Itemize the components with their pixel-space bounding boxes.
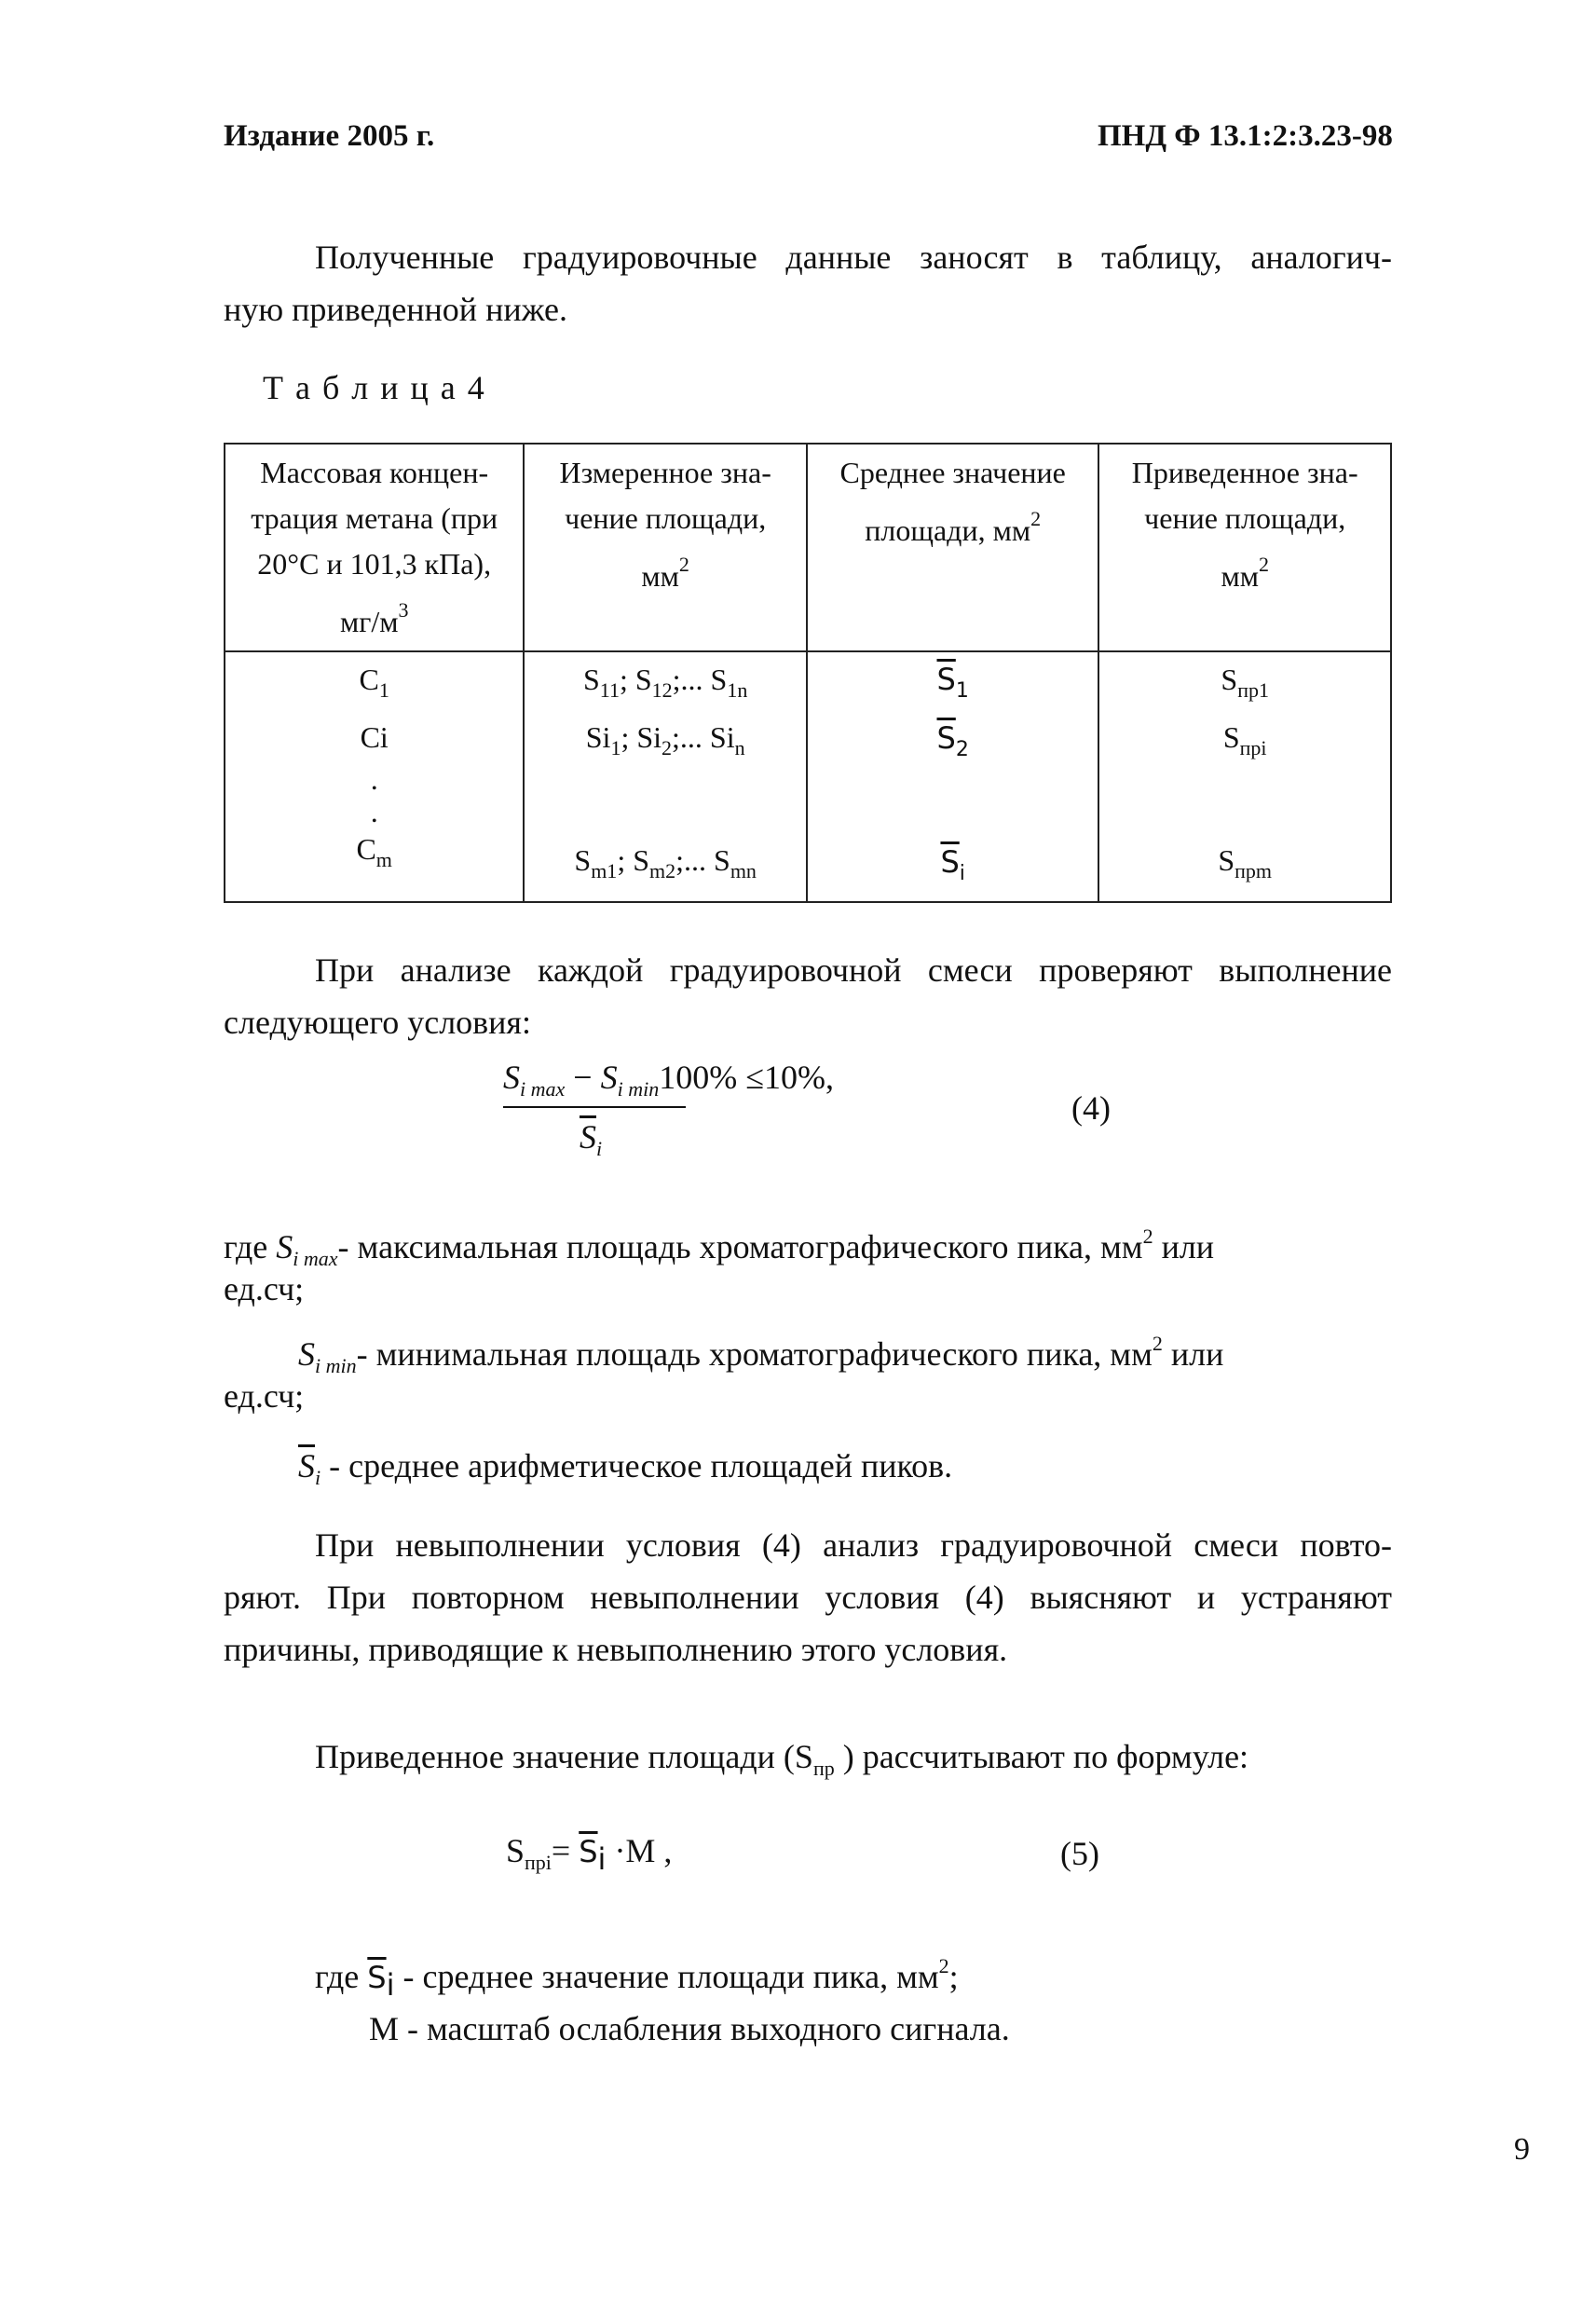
table-header-row — [225, 444, 1391, 651]
measured-row-i: $Si_1$; $Si_2$;... $Si_n$ — [585, 720, 745, 759]
mean-s1: $\overline{S}_1$ — [936, 662, 969, 703]
edition-label: Издание 2005 г. — [224, 119, 435, 153]
header-concentration-line: трация метана (при — [251, 501, 498, 535]
header-measured-line: чение площади, — [565, 501, 767, 535]
fraction-bar — [503, 1106, 686, 1108]
table-title: Т а б л и ц а 4 — [263, 369, 486, 406]
header-mean-unit: площади, $мм^2$ — [865, 507, 1042, 547]
conc-c1: $C_1$ — [359, 663, 389, 702]
para3: Приведенное значение площади ($S_{пр}$ ) рассчитывают по формуле: — [315, 1738, 1249, 1780]
formula-5-number: (5) — [1060, 1835, 1099, 1872]
header-concentration — [225, 444, 524, 651]
cell-measured-areas — [524, 651, 807, 902]
header-reduced-unit: $мм^2$ — [1221, 553, 1269, 593]
calibration-table — [224, 443, 1392, 903]
para2-line-1: При невыполнении условия (4) анализ градуировочной смеси повто- — [315, 1526, 1392, 1564]
definition-s-max: где $S_{i max}-$ максимальная площадь хроматографического пика, $мм^2$ или — [224, 1224, 1215, 1270]
conc-ci: Ci — [360, 720, 389, 754]
reduced-s-pri: $S_{прi}$ — [1222, 720, 1267, 759]
definition-scale-m: М - масштаб ослабления выходного сигнала. — [369, 2010, 1010, 2047]
formula-4-number: (4) — [1071, 1089, 1111, 1127]
formula-5: $S_{прi}= \overline{S}i \cdot M$ , — [506, 1832, 673, 1877]
ellipsis-dot: . — [370, 795, 378, 828]
definition-s-mean: $\overline{S}_i$ - среднее арифметическое площадей пиков. — [298, 1447, 953, 1489]
spacer — [1103, 772, 1386, 837]
header-mean-area — [807, 444, 1098, 651]
header-measured-unit: $мм^2$ — [641, 553, 689, 593]
header-reduced-area — [1098, 444, 1391, 651]
document-code: ПНД Ф 13.1:2:3.23-98 — [1098, 119, 1393, 153]
definition-mean-area: где $\overline{S}i$ - среднее значение площади пика, $мм^2$; — [315, 1954, 959, 2003]
measured-row-m: $S_{m1}$; $S_{m2}$;... $S_{mn}$ — [574, 843, 757, 882]
para2-line-2: ряют. При повторном невыполнении условия (4) выясняют и устраняют — [224, 1579, 1392, 1616]
para2-line-3: причины, приводящие к невыполнению этого условия. — [224, 1631, 1008, 1668]
header-measured-area — [524, 444, 807, 651]
para1-line-2: следующего условия: — [224, 1004, 531, 1041]
cell-concentrations — [225, 651, 524, 902]
header-mean-line: Среднее значение — [839, 456, 1066, 489]
header-reduced-line: чение площади, — [1144, 501, 1346, 535]
conc-cm: $C_m$ — [356, 832, 392, 871]
header-concentration-line: 20°С и 101,3 кПа), — [257, 547, 492, 581]
reduced-s-pr1: $S_{пр1}$ — [1221, 663, 1269, 702]
table-body-row — [225, 651, 1391, 902]
intro-line-1: Полученные градуировочные данные заносят в таблицу, аналогич- — [315, 239, 1392, 276]
measured-row-1: $S_{11}$; $S_{12}$;... $S_{1n}$ — [582, 663, 748, 702]
formula-4-numerator: $S_{i max} - S_{i min}100\% \le 10\%$, — [503, 1059, 834, 1101]
reduced-s-prm: $S_{прm}$ — [1218, 843, 1273, 882]
para1-line-1: При анализе каждой градуировочной смеси проверяют выполнение — [315, 951, 1392, 989]
formula-4-denominator: $\overline{S}_i$ — [580, 1118, 603, 1160]
header-concentration-unit: $мг/м^3$ — [339, 598, 409, 638]
mean-s2: $\overline{S}_2$ — [936, 720, 969, 761]
header-reduced-line: Приведенное зна- — [1131, 456, 1358, 489]
definition-s-max-unit: ед.сч; — [224, 1270, 305, 1307]
spacer — [528, 772, 802, 837]
mean-si: $\overline{S}_i$ — [940, 844, 965, 885]
definition-s-min-unit: ед.сч; — [224, 1377, 305, 1415]
header-measured-line: Измеренное зна- — [559, 456, 771, 489]
page-number: 9 — [1514, 2132, 1530, 2167]
ellipsis-dot: . — [370, 762, 378, 796]
spacer — [812, 773, 1094, 839]
cell-reduced-areas — [1098, 651, 1391, 902]
cell-mean-areas — [807, 651, 1098, 902]
definition-s-min: $S_{i min}-$ минимальная площадь хроматографического пика, $мм^2$ или — [298, 1332, 1224, 1377]
intro-line-2: ную приведенной ниже. — [224, 291, 567, 328]
header-concentration-line: Массовая концен- — [260, 456, 489, 489]
